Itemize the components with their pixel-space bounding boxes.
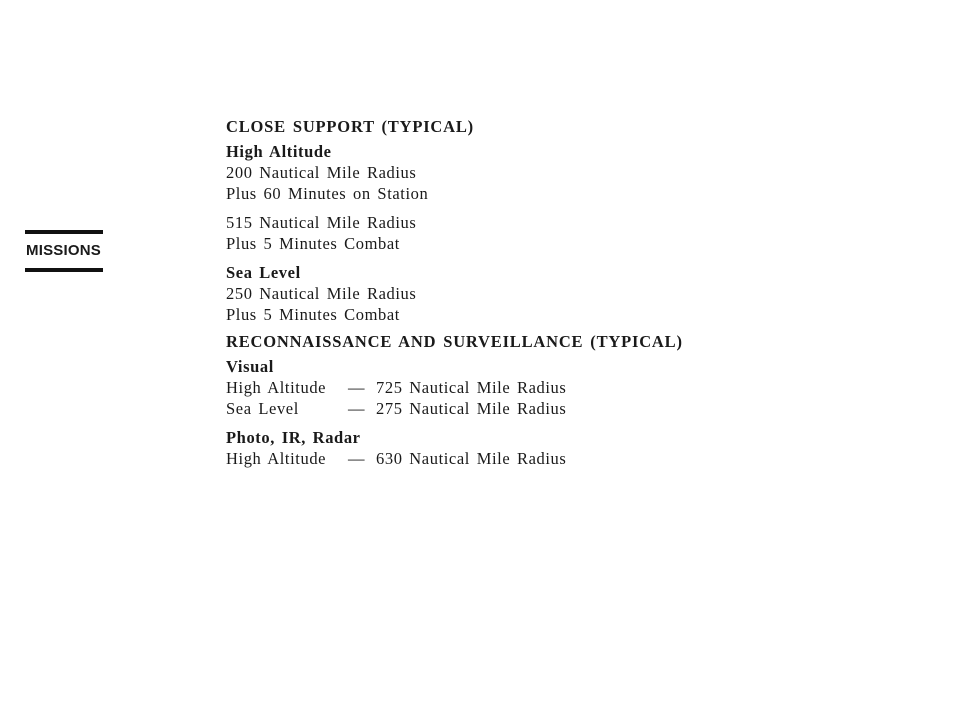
recon-visual-row-label: High Altitude: [226, 378, 327, 397]
recon-visual-title: Visual: [226, 357, 274, 376]
recon-visual-row: [226, 398, 926, 419]
close-support-sea-level-title: Sea Level: [226, 263, 301, 282]
recon-visual-row-dash: —: [348, 378, 366, 397]
close-support-sea-level-mission-line-1: 250 Nautical Mile Radius: [226, 284, 417, 303]
close-support-high-alt-mission-2-line-2: Plus 5 Minutes Combat: [226, 234, 400, 253]
recon-visual-row: [226, 377, 926, 398]
recon-photo-title: Photo, IR, Radar: [226, 428, 361, 447]
recon-visual-row-value: 275 Nautical Mile Radius: [376, 399, 567, 418]
recon-visual-row-label: Sea Level: [226, 399, 299, 418]
recon-photo-row: [226, 448, 926, 469]
recon-photo-row-dash: —: [348, 449, 366, 468]
recon-visual-row-dash: —: [348, 399, 366, 418]
close-support-sea-level-mission-line-2: Plus 5 Minutes Combat: [226, 305, 400, 324]
missions-content: [226, 116, 926, 469]
tab-bottom-rule: [25, 268, 103, 272]
recon-visual-row-value: 725 Nautical Mile Radius: [376, 378, 567, 397]
close-support-high-alt-mission-1-line-1: 200 Nautical Mile Radius: [226, 163, 417, 182]
section-tab-missions: [25, 230, 103, 272]
recon-photo-row-value: 630 Nautical Mile Radius: [376, 449, 567, 468]
close-support-high-alt-mission-2-line-1: 515 Nautical Mile Radius: [226, 213, 417, 232]
recon-heading: RECONNAISSANCE AND SURVEILLANCE (TYPICAL): [226, 332, 683, 351]
section-tab-label: MISSIONS: [26, 242, 101, 259]
recon-photo-row-label: High Altitude: [226, 449, 327, 468]
close-support-heading: CLOSE SUPPORT (TYPICAL): [226, 117, 474, 136]
close-support-high-alt-mission-1-line-2: Plus 60 Minutes on Station: [226, 184, 429, 203]
close-support-high-altitude-title: High Altitude: [226, 142, 332, 161]
